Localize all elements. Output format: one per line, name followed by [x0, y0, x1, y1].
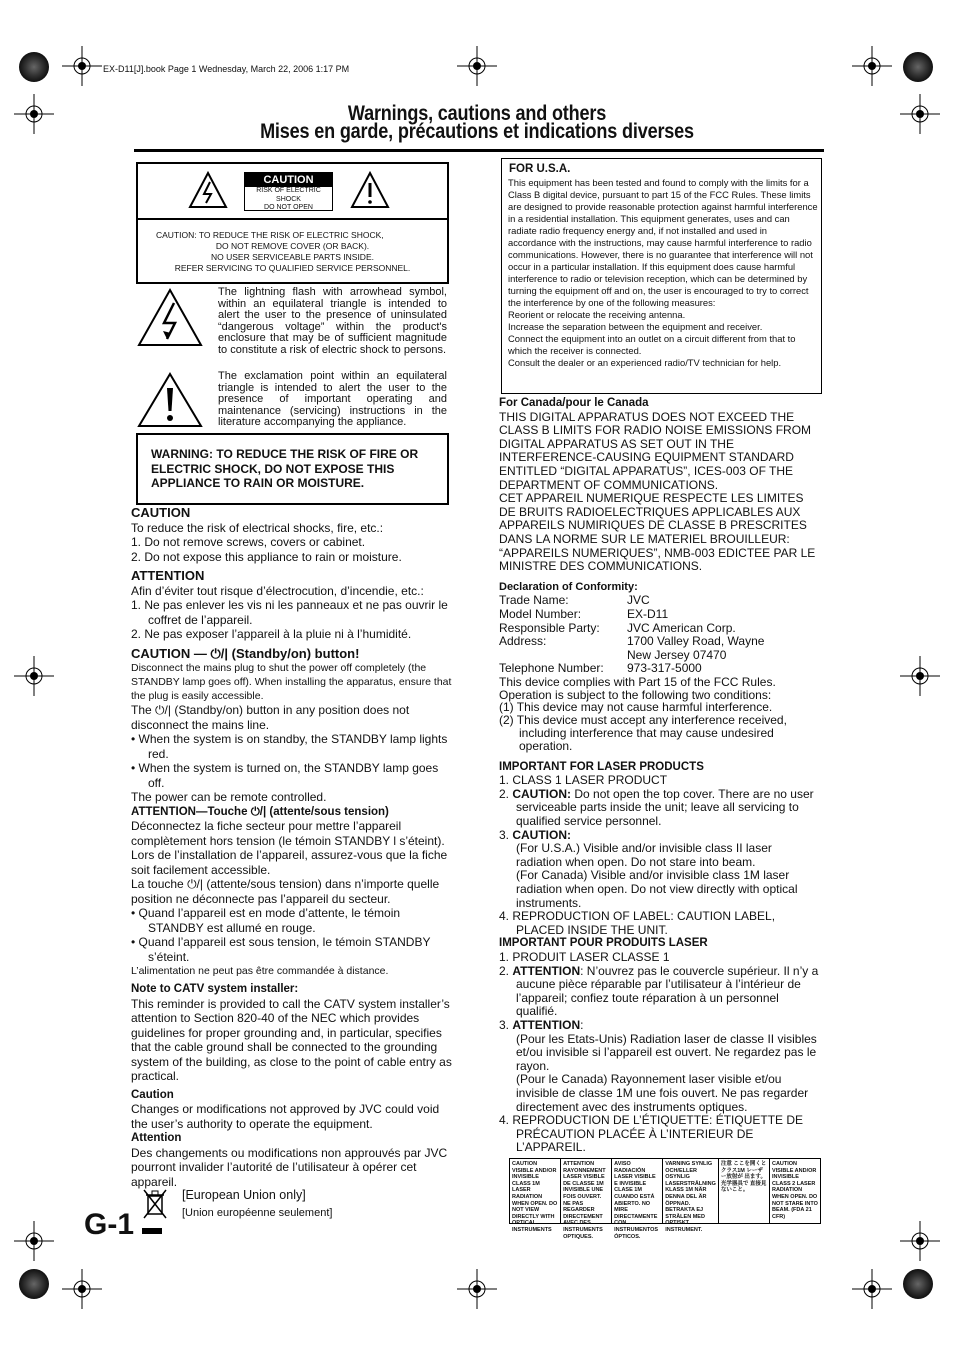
attention-intro: Afin d’éviter tout risque d’électrocution, d’incendie, etc.:: [131, 583, 424, 598]
doc-p2: Operation is subject to the following two conditions:: [499, 687, 772, 702]
crosshair-icon: [14, 656, 54, 696]
lightning-description: The lightning flash with arrowhead symbol, within an equilateral triangle is intended to alert the user to the presence of uninsulated “dangerous voltage” within the product's enclosure that may be of sufficient magnitude to constitute a risk of electric shock to persons.: [218, 286, 447, 356]
warning-box: [136, 433, 449, 505]
title-rule: [134, 149, 824, 152]
catv-heading: Note to CATV system installer:: [131, 983, 299, 995]
standby-heading-b: (Standby/on) button!: [231, 645, 360, 661]
laser-caution-label-image: [509, 1158, 821, 1240]
doc-heading: Declaration of Conformity:: [499, 580, 638, 593]
label-cell: VARNING SYNLIG OCH/ELLER OSYNLIG LASERSTRÅLNING KLASS 1M NÄR DENNA DEL ÄR ÖPPNAD. BETRAKTA EJ STRÅLEN MED OPTISKT INSTRUMENT.: [663, 1159, 719, 1223]
doc-row: [499, 608, 821, 622]
doc-cond-1: (1) This device may not cause harmful interference.: [499, 700, 773, 715]
doc-key: Responsible Party:: [499, 620, 600, 635]
exclamation-triangle-icon: [136, 371, 204, 429]
label-cell: AVISO RADIACIÓN LASER VISIBLE E INVISIBLE CLASE 1M CUANDO ESTÁ ABIERTO. NO MIRE DIRECTAMENTE CON INSTRUMENTOS ÓPTICOS.: [612, 1159, 663, 1223]
attention2-heading: Attention: [131, 1132, 182, 1144]
standby-power-icon: ⏻/|: [187, 877, 204, 891]
fcc-measure-1: Reorient or relocate the receiving antenna.: [508, 309, 686, 320]
canada-heading: For Canada/pour le Canada: [499, 397, 649, 409]
doc-rows: [499, 594, 821, 676]
eu-only-label-fr: [Union européenne seulement]: [182, 1207, 333, 1219]
touche-p2: [131, 877, 453, 906]
color-bar-rosette-icon: [19, 1269, 49, 1299]
laser-fr-1: 1. PRODUIT LASER CLASSE 1: [499, 949, 670, 964]
doc-key: Telephone Number:: [499, 661, 604, 676]
caution-line-3: NO USER SERVICEABLE PARTS INSIDE.: [211, 252, 374, 262]
fcc-measure-2: Increase the separation between the equipment and receiver.: [508, 321, 763, 332]
laser-fr-3-colon: :: [580, 1017, 584, 1032]
caution2-heading: Caution: [131, 1088, 174, 1101]
eu-only-label: [European Union only]: [182, 1188, 306, 1202]
standby-p2: [131, 703, 453, 732]
left-column: [131, 506, 453, 1189]
caution-label-text: [138, 218, 447, 282]
crosshair-icon: [457, 1269, 497, 1309]
crosshair-icon: [900, 1221, 940, 1261]
laser-fr-3-bold: ATTENTION: [512, 1017, 581, 1032]
label-cell: CAUTION VISIBLE AND/OR INVISIBLE CLASS 1M LASER RADIATION WHEN OPEN. DO NOT VIEW DIRECTLY WITH OPTICAL INSTRUMENTS: [510, 1159, 561, 1223]
doc-value: EX-D11: [627, 606, 669, 621]
laser-en-3-bold: CAUTION:: [512, 827, 572, 842]
crosshair-icon: [14, 1221, 54, 1261]
page-number-bar: [142, 1228, 162, 1234]
touche-p1: Déconnectez la fiche secteur pour mettre l’appareil complètement hors tension (le témoin STANDBY l s’éteint). Lors de l’installation de l’appareil, assurez-vous que la fiche soit facilement accessible.: [131, 819, 448, 877]
touche-bullet-1: • Quand l’appareil est en mode d’attente, le témoin STANDBY est allumé en rouge.: [131, 906, 401, 935]
crosshair-icon: [900, 656, 940, 696]
touche-heading: [131, 805, 453, 820]
attention-item-2: 2. Ne pas exposer l’appareil à la pluie ni à l’humidité.: [131, 627, 412, 641]
standby-p3: The power can be remote controlled.: [131, 790, 327, 804]
doc-row: [499, 635, 821, 649]
laser-en-1: 1. CLASS 1 LASER PRODUCT: [499, 773, 668, 788]
crossed-bin-icon: [142, 1188, 168, 1222]
fcc-title: FOR U.S.A.: [509, 163, 571, 175]
caution-caption-block: [244, 172, 333, 211]
doc-value: JVC American Corp.: [627, 620, 736, 635]
doc-row: [499, 622, 821, 636]
laser-en-heading: IMPORTANT FOR LASER PRODUCTS: [499, 760, 704, 773]
laser-en-4: 4. REPRODUCTION OF LABEL: CAUTION LABEL, PLACED INSIDE THE UNIT.: [499, 909, 776, 937]
fcc-box: [501, 158, 822, 394]
caution-intro: To reduce the risk of electrical shocks, fire, etc.:: [131, 520, 384, 535]
laser-fr-2: [499, 965, 821, 1019]
laser-fr-3-num: 3.: [499, 1017, 513, 1032]
crosshair-icon: [62, 1269, 102, 1309]
caution-label-box: [136, 162, 449, 284]
doc-key: Trade Name:: [499, 593, 569, 608]
laser-en-3: [499, 829, 821, 843]
caution-sub2: DO NOT OPEN: [264, 204, 313, 211]
crosshair-icon: [62, 46, 102, 86]
doc-row: [499, 594, 821, 608]
laser-fr-3: [499, 1019, 821, 1033]
standby-power-icon: ⏻/|: [210, 645, 229, 661]
touche-heading-a: ATTENTION—Touche: [131, 805, 248, 818]
doc-value: 973-317-5000: [627, 661, 702, 676]
book-header-line: EX-D11[J].book Page 1 Wednesday, March 22, 2006 1:17 PM: [103, 64, 350, 74]
page-title-fr: Mises en garde, précautions et indications diverses: [260, 120, 694, 143]
caution-sub1: RISK OF ELECTRIC SHOCK: [256, 187, 321, 203]
doc-value: New Jersey 07470: [627, 647, 727, 662]
caution-item-1: 1. Do not remove screws, covers or cabinet.: [131, 535, 366, 549]
laser-fr-heading: IMPORTANT POUR PRODUITS LASER: [499, 937, 708, 950]
color-bar-rosette-icon: [903, 52, 933, 82]
crosshair-icon: [900, 94, 940, 134]
doc-value: 1700 Valley Road, Wayne: [627, 634, 765, 649]
doc-cond-2: (2) This device must accept any interference received, including interference that may cause undesired operation.: [499, 713, 787, 753]
crosshair-icon: [14, 94, 54, 134]
standby-bullet-1: • When the system is on standby, the STANDBY lamp lights red.: [131, 732, 448, 761]
laser-fr-2-bold: ATTENTION: [512, 963, 581, 978]
laser-fr-2-text: : N’ouvrez pas le couvercle supérieur. Il n’y a aucune pièce réparable par l’utilisateur à l’intérieur de l’appareil; confiez toute réparation à un personnel qualifié.: [516, 963, 819, 1019]
laser-en-2-text: Do not open the top cover. There are no user serviceable parts inside the unit; leave all servicing to qualified service personnel.: [516, 786, 814, 829]
caution-heading: CAUTION: [131, 505, 191, 520]
attention2-text: Des changements ou modifications non approuvés par JVC pourront invalider l’autorité de l’utilisateur à opérer cet appareil.: [131, 1145, 448, 1189]
page-number: G-1: [84, 1208, 135, 1241]
doc-row: [499, 649, 821, 663]
caution-line-2: DO NOT REMOVE COVER (OR BACK).: [215, 241, 370, 251]
canada-fr: CET APPAREIL NUMERIQUE RESPECTE LES LIMITES DE BRUITS RADIOELECTRIQUES APPLICABLES AUX APPAREILS NUMIRIQUES DE CLASSE B PRESCRITES DANS LA NORME SUR LE MATERIEL BROUILLEUR: “APPAREILS NUMERIQUES”, NMB-003 EDICTEE PAR LE MINISTRE DES COMMUNICATIONS.: [499, 491, 816, 574]
crosshair-icon: [457, 46, 497, 86]
page-title-en: Warnings, cautions and others: [347, 102, 607, 125]
caution2-text: Changes or modifications not approved by JVC could void the user’s authority to operate the equipment.: [131, 1102, 440, 1131]
doc-key: [499, 649, 627, 663]
caution-line-1: CAUTION: TO REDUCE THE RISK OF ELECTRIC SHOCK,: [156, 230, 384, 240]
touche-heading-b: (attente/sous tension): [269, 805, 389, 818]
color-bar-rosette-icon: [19, 52, 49, 82]
label-cell: ATTENTION RAYONNEMENT LASER VISIBLE DE CLASSE 1M INVISIBLE UNE FOIS OUVERT. NE PAS REGARDER DIRECTEMENT AVEC DES INSTRUMENTS OPTIQUES.: [561, 1159, 612, 1223]
caution-line-4: REFER SERVICING TO QUALIFIED SERVICE PERSONNEL.: [174, 263, 411, 273]
laser-fr-4: 4. REPRODUCTION DE L’ÉTIQUETTE: ÉTIQUETTE DE PRÉCAUTION PLACÉE À L’INTERIEUR DE L’APPAREIL.: [499, 1113, 804, 1155]
exclamation-triangle-icon: [350, 170, 390, 210]
lightning-triangle-icon: [136, 287, 204, 349]
standby-p2b: (Standby/on) button in any position does not disconnect the mains line.: [131, 703, 410, 732]
standby-p2a: The: [131, 703, 152, 717]
crosshair-icon: [852, 1269, 892, 1309]
standby-p1: Disconnect the mains plug to shut the power off completely (the STANDBY lamp goes off). When installing the apparatus, ensure that the plug is easily accessible.: [131, 662, 452, 702]
standby-bullet-2: • When the system is turned on, the STANDBY lamp goes off.: [131, 761, 439, 790]
doc-p1: This device complies with Part 15 of the FCC Rules.: [499, 674, 776, 689]
fcc-body-block: [508, 177, 818, 369]
standby-heading-a: CAUTION —: [131, 645, 207, 661]
fcc-body: This equipment has been tested and found to comply with the limits for a Class B digital device, pursuant to part 15 of the FCC Rules. These limits are designed to provide reasonable protection against harmful interference in a residential installation. This equipment generates, uses and can radiate radio frequency energy and, if not installed and used in accordance with the instructions, may cause harmful interference to radio communications. However, there is no guarantee that interference will not occur in a particular installation. If this equipment does cause harmful interference to radio or television reception, which can be determined by turning the equipment off and on, the user is encouraged to try to correct the interference by one of the following measures:: [508, 177, 818, 308]
caution-caption: CAUTION: [245, 173, 332, 187]
laser-en-3-canada: (For Canada) Visible and/or invisible class 1M laser radiation when open. Do not view directly with optical instruments.: [516, 868, 798, 910]
laser-en-2-num: 2.: [499, 786, 513, 801]
laser-en-2-bold: CAUTION:: [512, 786, 572, 801]
touche-p2b: (attente/sous tension) dans n’importe quelle position ne déconnecte pas l’appareil du secteur.: [131, 877, 440, 906]
laser-en-2: [499, 788, 821, 829]
lightning-triangle-icon: [188, 170, 228, 210]
doc-row: [499, 662, 821, 676]
color-bar-rosette-icon: [903, 1269, 933, 1299]
doc-key: Address:: [499, 634, 547, 649]
standby-power-icon: ⏻/|: [250, 805, 267, 818]
label-cell: 注意 ここを開くと クラス1M レーザー放射が 出ます。光学器具で 直接見ないこと。: [719, 1159, 770, 1223]
attention-item-1: 1. Ne pas enlever les vis ni les panneaux et ne pas ouvrir le coffret de l’appareil.: [131, 598, 448, 627]
warning-text: WARNING: TO REDUCE THE RISK OF FIRE OR ELECTRIC SHOCK, DO NOT EXPOSE THIS APPLIANCE TO RAIN OR MOISTURE.: [151, 447, 419, 490]
touche-bullet-2: • Quand l’appareil est sous tension, le témoin STANDBY s’éteint.: [131, 935, 431, 964]
laser-fr-2-num: 2.: [499, 963, 513, 978]
laser-fr-3-usa: (Pour les Etats-Unis) Radiation laser de classe II visibles et/ou invisible si l’appareil est ouvert. Ne regardez pas le rayon.: [516, 1031, 817, 1073]
exclamation-description: The exclamation point within an equilateral triangle is intended to alert the user to the presence of important operating and maintenance (servicing) instructions in the literature accompanying the appliance.: [218, 370, 447, 429]
crosshair-icon: [852, 46, 892, 86]
catv-text: This reminder is provided to call the CATV system installer’s attention to Section 820-40 of the NEC which provides guidelines for proper grounding and, in particular, specifies that the cable ground shall be connected to the grounding system of the building, as close to the point of cable entry as practical.: [131, 996, 452, 1083]
doc-key: Model Number:: [499, 606, 582, 621]
touche-p2a: La touche: [131, 877, 184, 891]
caution-item-2: 2. Do not expose this appliance to rain or moisture.: [131, 549, 402, 564]
canada-en: THIS DIGITAL APPARATUS DOES NOT EXCEED THE CLASS B LIMITS FOR RADIO NOISE EMISSIONS FROM DIGITAL APPARATUS AS SET OUT IN THE INTERFERENCE-CAUSING EQUIPMENT STANDARD ENTITLED “DIGITAL APPARATUS”, ICES-003 OF THE DEPARTMENT OF COMMUNICATIONS.: [499, 409, 812, 492]
fcc-measure-3: Connect the equipment into an outlet on a circuit different from that to which the receiver is connected.: [508, 333, 796, 356]
standby-heading: [131, 647, 453, 662]
standby-power-icon: ⏻/|: [155, 703, 171, 717]
fcc-measure-4: Consult the dealer or an experienced radio/TV technician for help.: [508, 357, 782, 368]
right-column: [499, 397, 821, 1155]
laser-en-3-num: 3.: [499, 827, 513, 842]
label-cell: CAUTION VISIBLE AND/OR INVISIBLE CLASS 2 LASER RADIATION WHEN OPEN. DO NOT STARE INTO BEAM. (FDA 21 CFR): [771, 1161, 818, 1220]
doc-value: JVC: [627, 593, 650, 608]
attention-heading: ATTENTION: [131, 568, 205, 583]
laser-fr-3-canada: (Pour le Canada) Rayonnement laser visible et/ou invisible de classe 1M une fois ouvert. Ne pas regarder directement avec des instruments optiques.: [516, 1072, 809, 1114]
laser-en-3-usa: (For U.S.A.) Visible and/or invisible class II laser radiation when open. Do not stare into beam.: [516, 841, 772, 869]
touche-p3: L’alimentation ne peut pas être commandée à distance.: [131, 965, 389, 977]
